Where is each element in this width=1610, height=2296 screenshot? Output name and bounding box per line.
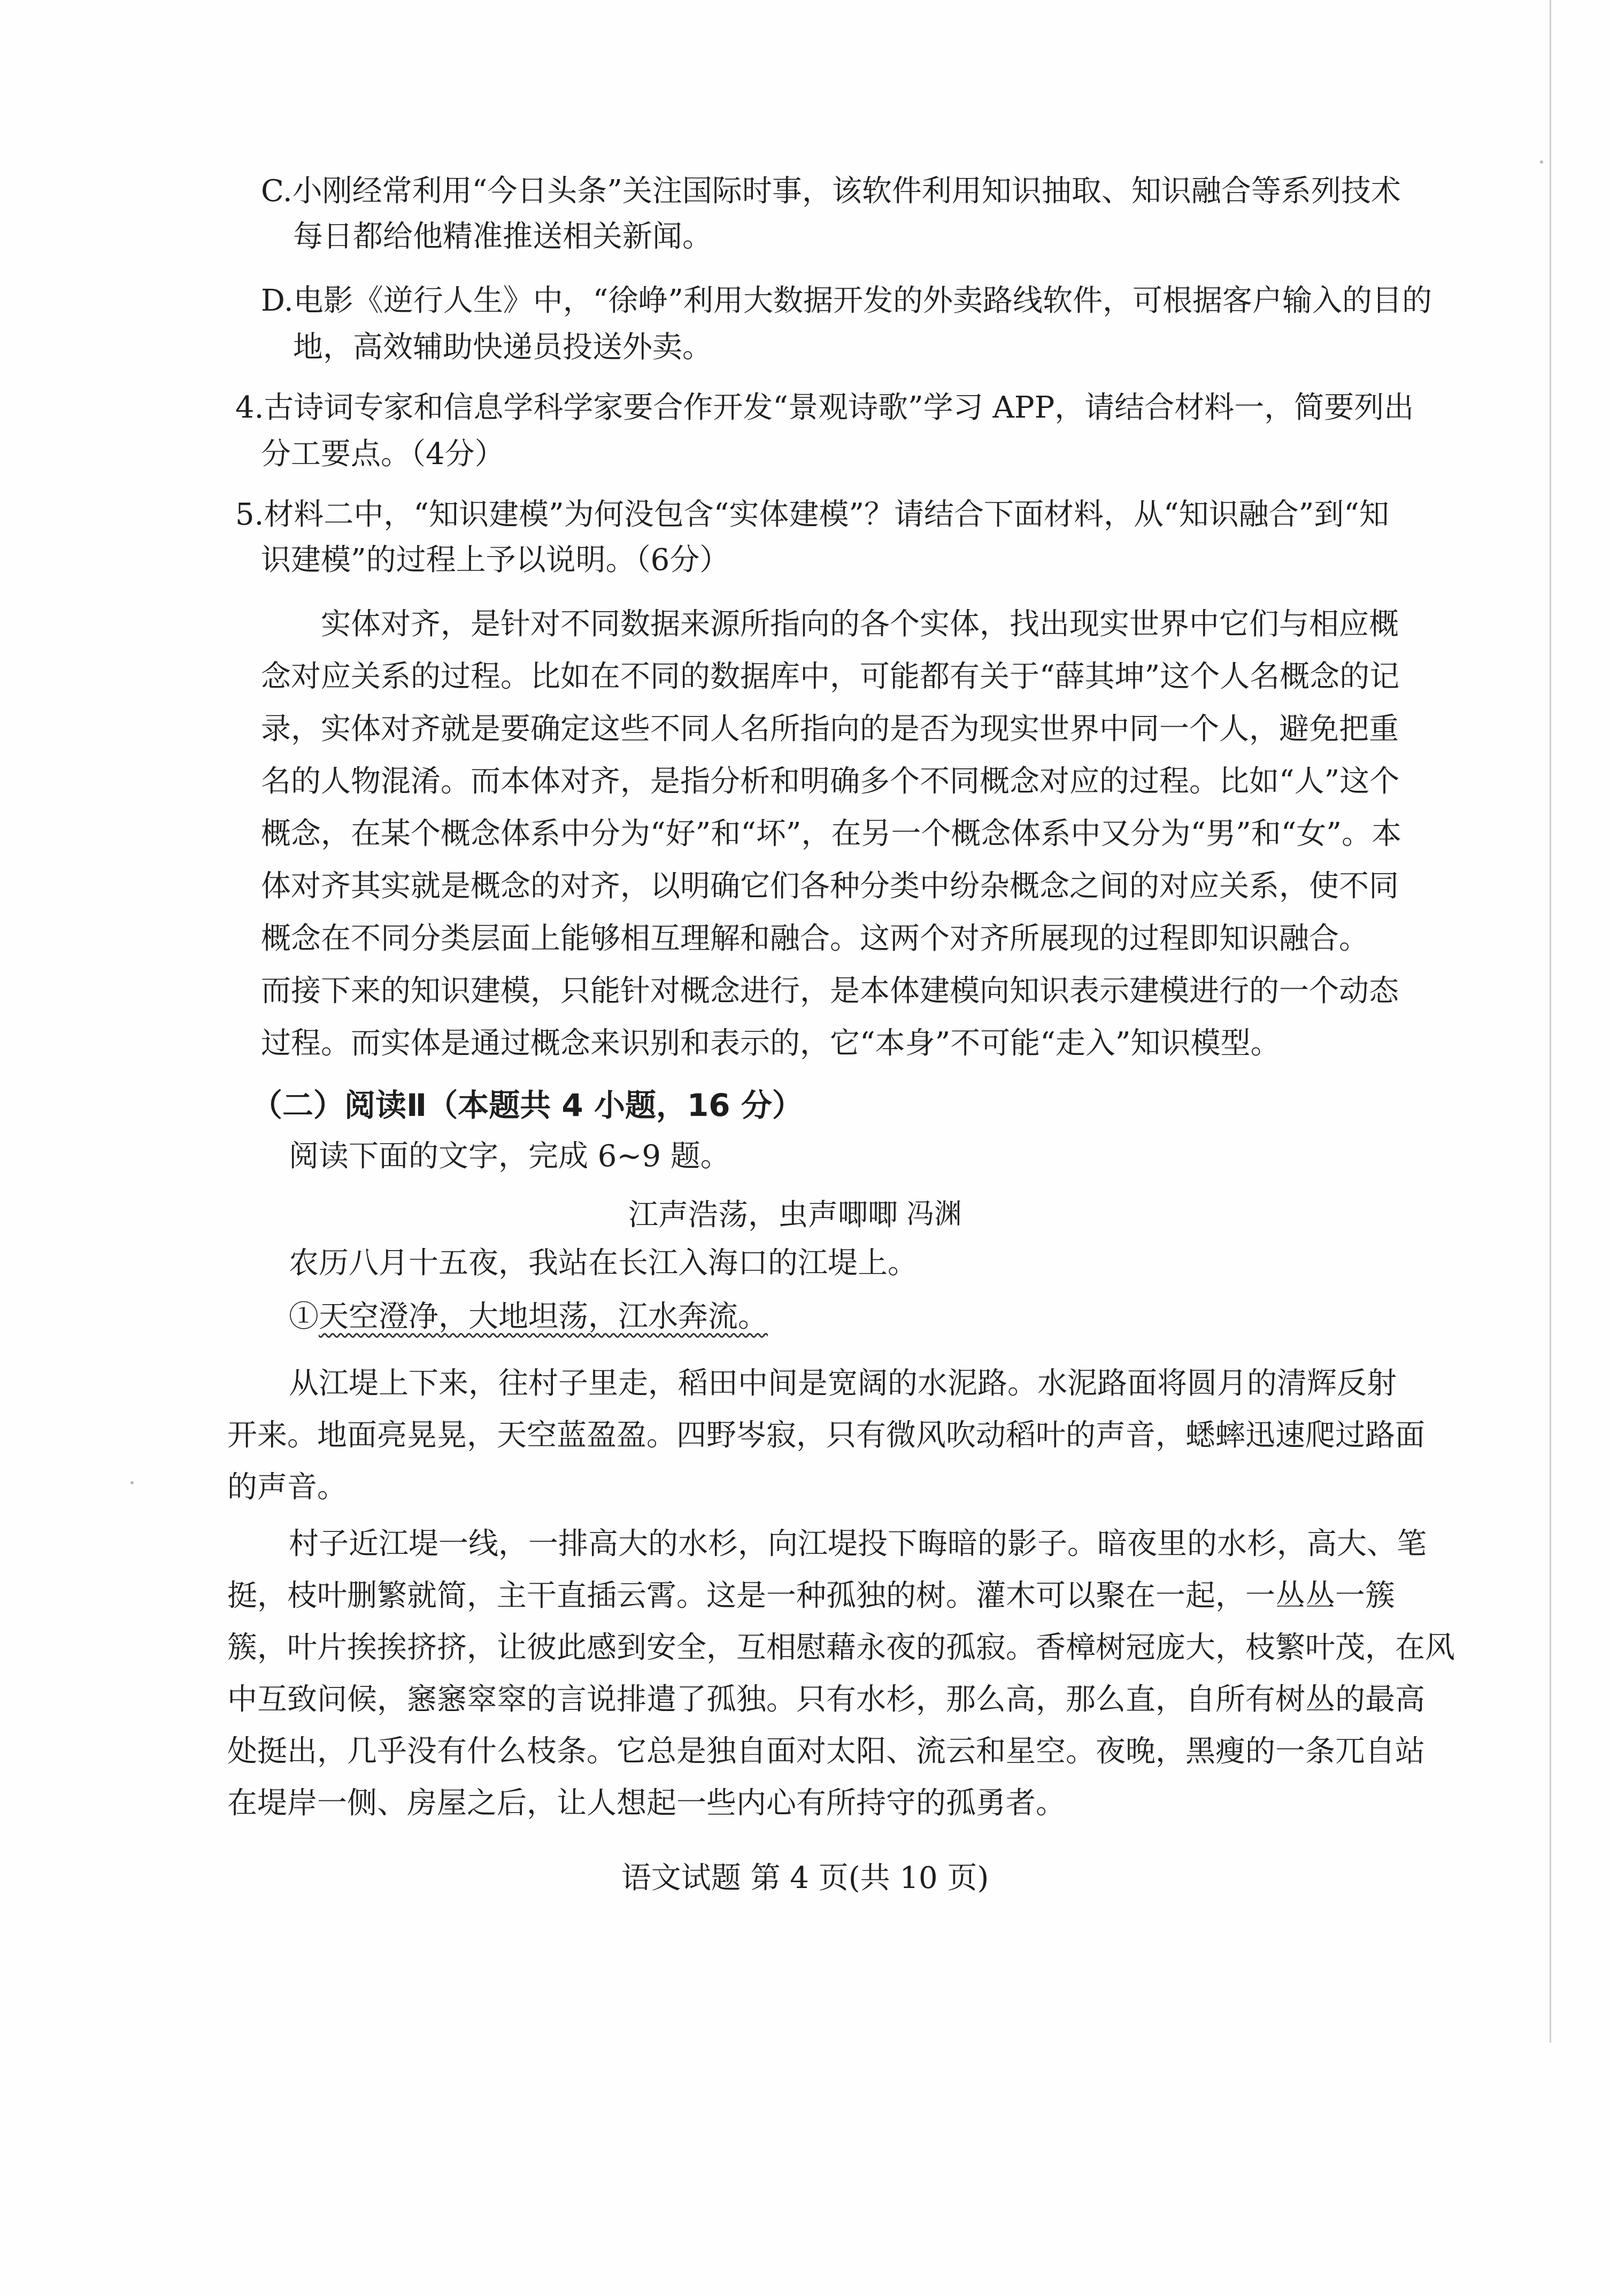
paragraph-4-line: 村子近江堤一线，一排高大的水杉，向江堤投下晦暗的影子。暗夜里的水杉，高大、笔 (289, 1527, 1427, 1561)
paragraph-3-line: 开来。地面亮晃晃，天空蓝盈盈。四野岑寂，只有微风吹动稻叶的声音，蟋蟀迅速爬过路面 (227, 1418, 1425, 1453)
option-c-line1: C.小刚经常利用“今日头条”关注国际时事，该软件利用知识抽取、知识融合等系列技术 (261, 174, 1401, 209)
question-4-line2: 分工要点。（4分） (261, 437, 505, 472)
paragraph-2 (289, 1299, 768, 1334)
reading-instruction: 阅读下面的文字，完成 6~9 题。 (289, 1139, 730, 1174)
paragraph-3-line: 的声音。 (227, 1470, 347, 1505)
material-line: 实体对齐，是针对不同数据来源所指向的各个实体，找出现实世界中它们与相应概 (321, 607, 1399, 642)
question-5-line1: 5.材料二中，“知识建模”为何没包含“实体建模”？请结合下面材料，从“知识融合”到“知 (235, 497, 1389, 532)
article-author: 冯渊 (906, 1198, 962, 1230)
paragraph-4-line: 簇，叶片挨挨挤挤，让彼此感到安全，互相慰藉永夜的孤寂。香樟树冠庞大，枝繁叶茂，在风 (227, 1630, 1455, 1665)
page-footer: 语文试题 第 4 页(共 10 页) (621, 1861, 989, 1896)
paragraph-1: 农历八月十五夜，我站在长江入海口的江堤上。 (289, 1246, 918, 1281)
section-heading: （二）阅读Ⅱ（本题共 4 小题，16 分） (251, 1087, 803, 1123)
question-4-line1: 4.古诗词专家和信息学科学家要合作开发“景观诗歌”学习 APP，请结合材料一，简要列出 (235, 390, 1414, 425)
option-d-line2: 地，高效辅助快递员投送外卖。 (293, 330, 712, 365)
paragraph-3-line: 从江堤上下来，往村子里走，稻田中间是宽阔的水泥路。水泥路面将圆月的清辉反射 (289, 1366, 1397, 1401)
wavy-underlined-sentence: 天空澄净，大地坦荡，江水奔流。 (319, 1299, 768, 1334)
material-line: 而接下来的知识建模，只能针对概念进行，是本体建模向知识表示建模进行的一个动态 (261, 974, 1399, 1008)
paragraph-4-line: 在堤岸一侧、房屋之后，让人想起一些内心有所持守的孤勇者。 (227, 1786, 1066, 1821)
material-line: 概念在不同分类层面上能够相互理解和融合。这两个对齐所展现的过程即知识融合。 (261, 921, 1369, 956)
paragraph-4-line: 中互致问候，窸窸窣窣的言说排遣了孤独。只有水杉，那么高，那么直，自所有树丛的最高 (227, 1682, 1425, 1717)
scan-dot (130, 1481, 134, 1484)
material-line: 名的人物混淆。而本体对齐，是指分析和明确多个不同概念对应的过程。比如“人”这个 (261, 764, 1400, 799)
scan-dot (1540, 160, 1543, 164)
article-title: 江声浩荡，虫声唧唧 (628, 1198, 898, 1232)
material-line: 录，实体对齐就是要确定这些不同人名所指向的是否为现实世界中同一个人，避免把重 (261, 712, 1399, 746)
paragraph-4-line: 挺，枝叶删繁就简，主干直插云霄。这是一种孤独的树。灌木可以聚在一起，一丛丛一簇 (227, 1578, 1395, 1613)
material-line: 过程。而实体是通过概念来识别和表示的，它“本身”不可能“走入”知识模型。 (261, 1026, 1281, 1061)
scan-edge (1550, 0, 1551, 2043)
material-line: 体对齐其实就是概念的对齐，以明确它们各种分类中纷杂概念之间的对应关系，使不同 (261, 869, 1399, 904)
material-line: 念对应关系的过程。比如在不同的数据库中，可能都有关于“薛其坤”这个人名概念的记 (261, 659, 1400, 694)
option-c-line2: 每日都给他精准推送相关新闻。 (293, 219, 712, 254)
paragraph-4-line: 处挺出，几乎没有什么枝条。它总是独自面对太阳、流云和星空。夜晚，黑瘦的一条兀自站 (227, 1734, 1425, 1769)
question-5-line2: 识建模”的过程上予以说明。（6分） (261, 543, 730, 577)
option-d-line1: D.电影《逆行人生》中，“徐峥”利用大数据开发的外卖路线软件，可根据客户输入的目的 (261, 283, 1432, 318)
circled-number-1: ① (289, 1299, 319, 1334)
material-line: 概念，在某个概念体系中分为“好”和“坏”，在另一个概念体系中又分为“男”和“女”。本 (261, 816, 1402, 851)
